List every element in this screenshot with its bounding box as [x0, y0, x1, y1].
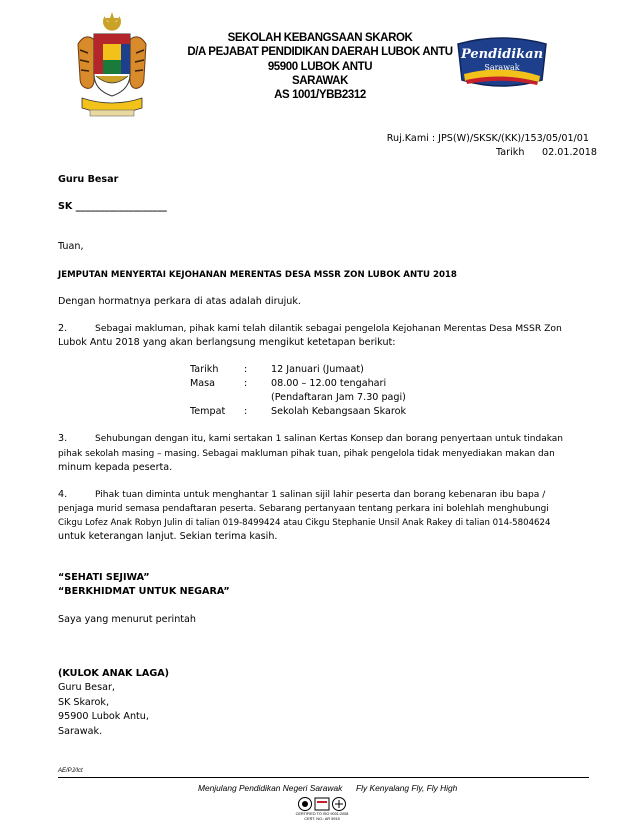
para2-line1: Sebagai makluman, pihak kami telah dilantik sebagai pengelola Kejohanan Merentas Desa MSSR Zon	[95, 323, 562, 334]
coat-of-arms-emblem	[72, 10, 152, 120]
detail-label: Tarikh	[190, 364, 219, 375]
signatory-state: Sarawak.	[58, 726, 103, 737]
certification-logos-icon	[293, 796, 351, 812]
para2-number: 2.	[58, 323, 68, 334]
detail-value: Sekolah Kebangsaan Skarok	[271, 406, 407, 417]
para4-number: 4.	[58, 489, 68, 500]
recipient-school: SK ___________________	[58, 201, 167, 212]
school-name: SEKOLAH KEBANGSAAN SKAROK	[227, 32, 413, 44]
footer-initials: AE/PJ/Ict	[58, 768, 83, 774]
signatory-position: Guru Besar,	[58, 682, 115, 693]
footer-slogan-right: Fly Kenyalang Fly, Fly High	[356, 783, 458, 793]
salutation: Tuan,	[58, 241, 84, 252]
logo-subtext: Sarawak	[484, 63, 520, 72]
para3-number: 3.	[58, 433, 68, 444]
detail-sep: :	[244, 378, 248, 389]
footer-divider	[58, 777, 589, 778]
subject-heading: JEMPUTAN MENYERTAI KEJOHANAN MERENTAS DESA MSSR ZON LUBOK ANTU 2018	[58, 270, 457, 280]
para3-line2: pihak sekolah masing – masing. Sebagai makluman pihak tuan, pihak pengelola tidak menyediakan makan dan	[58, 449, 555, 459]
opening-line: Dengan hormatnya perkara di atas adalah dirujuk.	[58, 296, 301, 307]
logo-text: Pendidikan	[460, 47, 544, 62]
para4-line1: Pihak tuan diminta untuk menghantar 1 salinan sijil lahir peserta dan borang kebenaran ibu bapa /	[95, 490, 546, 500]
cert-text: CERTIFIED TO ISO 9001:2008	[295, 812, 349, 816]
para4-line3: Cikgu Lofez Anak Robyn Julin di talian 019-8499424 atau Cikgu Stephanie Unsil Anak Rakey di talian 014-5804624	[58, 518, 551, 528]
footer-slogan-left: Menjulang Pendidikan Negeri Sarawak	[198, 783, 343, 793]
detail-label: Tempat	[190, 406, 226, 417]
signatory-school: SK Skarok,	[58, 697, 109, 708]
para3-line1: Sehubungan dengan itu, kami sertakan 1 salinan Kertas Konsep dan borang penyertaan untuk tindakan	[95, 434, 563, 444]
reference-number: Ruj.Kami : JPS(W)/SKSK/(KK)/153/05/01/01	[386, 133, 589, 144]
school-code: AS 1001/YBB2312	[274, 89, 366, 101]
recipient-title: Guru Besar	[58, 174, 119, 185]
para4-line2: penjaga murid semasa pendaftaran peserta. Sebarang pertanyaan tentang perkara ini bolehlah menghubungi	[58, 504, 549, 514]
closing-line: Saya yang menurut perintah	[58, 614, 196, 625]
postcode-town: 95900 LUBOK ANTU	[267, 61, 373, 73]
motto-2: “BERKHIDMAT UNTUK NEGARA”	[58, 586, 230, 597]
para4-line4: untuk keterangan lanjut. Sekian terima kasih.	[58, 531, 278, 542]
detail-sep: :	[244, 406, 248, 417]
cert-number: CERT. NO.: AR 5915	[304, 817, 340, 821]
office-address: D/A PEJABAT PENDIDIKAN DAERAH LUBOK ANTU	[187, 46, 453, 58]
detail-value: 12 Januari (Jumaat)	[271, 364, 364, 375]
detail-sep: :	[244, 364, 248, 375]
para3-line3: minum kepada peserta.	[58, 462, 173, 473]
pendidikan-sarawak-logo	[454, 34, 550, 92]
signatory-name: (KULOK ANAK LAGA)	[58, 668, 170, 679]
para2-line2: Lubok Antu 2018 yang akan berlangsung mengikut ketetapan berikut:	[58, 337, 396, 348]
detail-value: 08.00 – 12.00 tengahari	[271, 378, 387, 389]
detail-value: (Pendaftaran Jam 7.30 pagi)	[271, 392, 406, 403]
detail-label: Masa	[190, 378, 216, 389]
date-value: 02.01.2018	[542, 147, 597, 158]
state: SARAWAK	[292, 75, 348, 87]
certification-badges	[293, 796, 351, 824]
motto-1: “SEHATI SEJIWA”	[58, 572, 150, 583]
date-label: Tarikh	[496, 147, 525, 158]
signatory-address: 95900 Lubok Antu,	[58, 711, 149, 722]
